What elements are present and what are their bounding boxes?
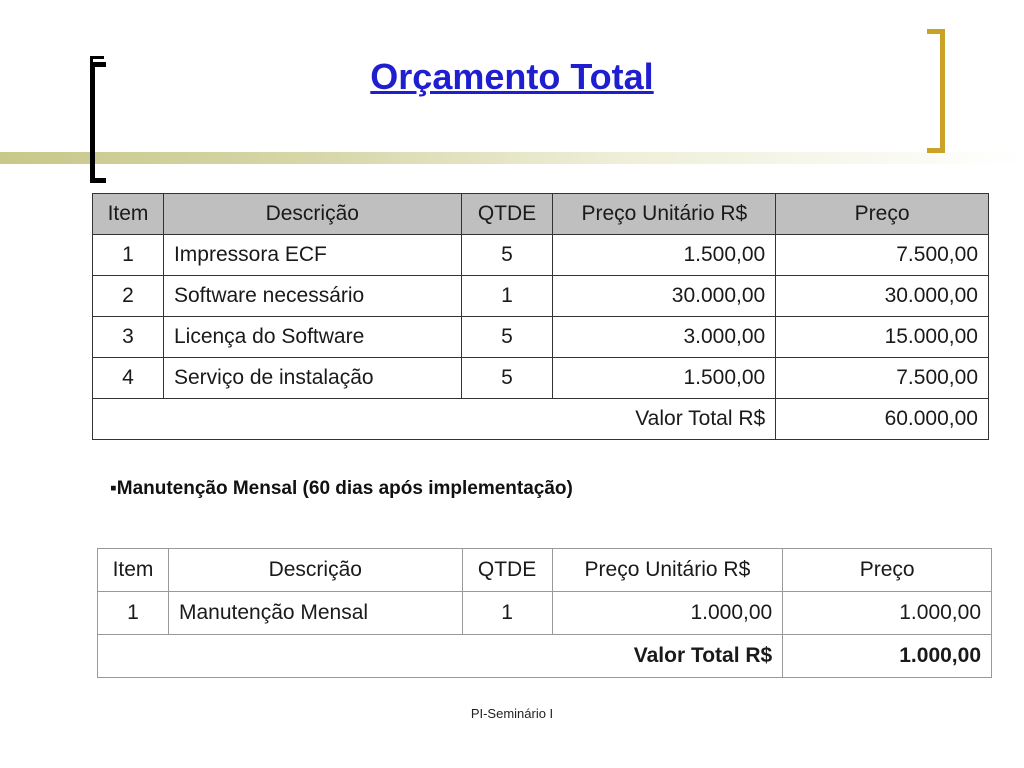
cell-preco-unitario: 30.000,00	[553, 276, 776, 317]
table-row	[93, 317, 989, 358]
cell-item: 4	[93, 358, 164, 399]
cell-preco-unitario: 1.500,00	[553, 358, 776, 399]
cell-preco: 7.500,00	[776, 358, 989, 399]
page-title	[0, 56, 1024, 98]
cell-descricao: Manutenção Mensal	[168, 592, 462, 635]
cell-item: 1	[98, 592, 169, 635]
total-value: 1.000,00	[783, 635, 992, 678]
cell-descricao: Software necessário	[163, 276, 461, 317]
header-preco: Preço	[783, 549, 992, 592]
cell-descricao: Serviço de instalação	[163, 358, 461, 399]
cell-descricao: Licença do Software	[163, 317, 461, 358]
header-descricao: Descrição	[168, 549, 462, 592]
maintenance-table	[97, 548, 992, 678]
cell-preco-unitario: 1.500,00	[553, 235, 776, 276]
maintenance-note: ▪Manutenção Mensal (60 dias após implementação)	[110, 478, 573, 499]
total-label: Valor Total R$	[98, 635, 783, 678]
table-header-row	[93, 194, 989, 235]
cell-qtde: 5	[461, 235, 553, 276]
header-item: Item	[93, 194, 164, 235]
header-preco-unitario: Preço Unitário R$	[552, 549, 783, 592]
table-row	[98, 592, 992, 635]
cell-descricao: Impressora ECF	[163, 235, 461, 276]
cell-qtde: 1	[462, 592, 552, 635]
total-label: Valor Total R$	[93, 399, 776, 440]
table-row	[93, 235, 989, 276]
table-row	[93, 358, 989, 399]
cell-qtde: 5	[461, 358, 553, 399]
cell-item: 1	[93, 235, 164, 276]
table-row	[93, 276, 989, 317]
footer-text: PI-Seminário I	[470, 706, 554, 721]
cell-preco-unitario: 3.000,00	[553, 317, 776, 358]
cell-item: 2	[93, 276, 164, 317]
cell-preco: 1.000,00	[783, 592, 992, 635]
cell-preco: 7.500,00	[776, 235, 989, 276]
title-link[interactable]: Orçamento Total	[370, 56, 654, 97]
cell-preco-unitario: 1.000,00	[552, 592, 783, 635]
budget-table	[92, 193, 989, 440]
table-header-row	[98, 549, 992, 592]
cell-qtde: 5	[461, 317, 553, 358]
cell-qtde: 1	[461, 276, 553, 317]
header-item: Item	[98, 549, 169, 592]
total-value: 60.000,00	[776, 399, 989, 440]
table-total-row	[93, 399, 989, 440]
header-preco: Preço	[776, 194, 989, 235]
cell-preco: 30.000,00	[776, 276, 989, 317]
cell-preco: 15.000,00	[776, 317, 989, 358]
header-descricao: Descrição	[163, 194, 461, 235]
header-qtde: QTDE	[461, 194, 553, 235]
header-preco-unitario: Preço Unitário R$	[553, 194, 776, 235]
header-qtde: QTDE	[462, 549, 552, 592]
table-total-row	[98, 635, 992, 678]
decorative-bar	[0, 152, 1024, 164]
cell-item: 3	[93, 317, 164, 358]
